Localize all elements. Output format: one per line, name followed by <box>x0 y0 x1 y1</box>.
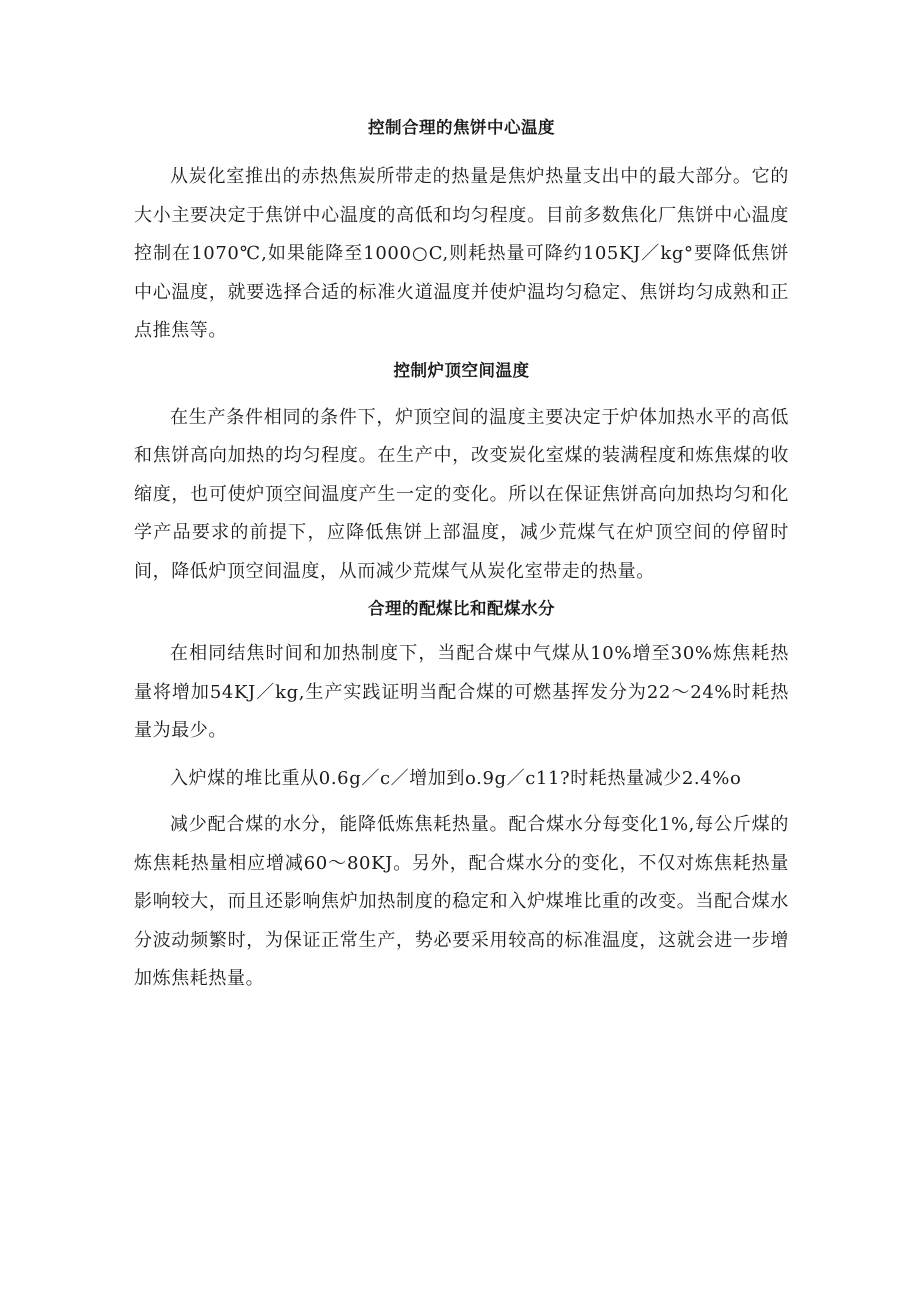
paragraph-bulk-density: 入炉煤的堆比重从0.6g／c／增加到o.9g／c11?时耗热量减少2.4%o <box>170 767 742 789</box>
paragraph-coal-blend-ratio: 在相同结焦时间和加热制度下，当配合煤中气煤从10%增至30%炼焦耗热量将增加54KJ／kg,生产实践证明当配合煤的可燃基挥发分为22～24%时耗热量为最少。 <box>134 643 789 741</box>
paragraph-furnace-top-temperature: 在生产条件相同的条件下，炉顶空间的温度主要决定于炉体加热水平的高低和焦饼高向加热的均匀程度。在生产中，改变炭化室煤的装满程度和炼焦煤的收缩度，也可使炉顶空间温度产生一定的变化。所以在保证焦饼高向加热均匀和化学产品要求的前提下，应降低焦饼上部温度，减少荒煤气在炉顶空间的停留时间，降低炉顶空间温度，从而减少荒煤气从炭化室带走的热量。 <box>134 406 789 582</box>
section-heading-coke-center-temperature: 控制合理的焦饼中心温度 <box>368 118 555 137</box>
paragraph-coal-moisture: 减少配合煤的水分，能降低炼焦耗热量。配合煤水分每变化1%,每公斤煤的炼焦耗热量相应增减60～80KJ。另外，配合煤水分的变化，不仅对炼焦耗热量影响较大，而且还影响焦炉加热制度的稳定和入炉煤堆比重的改变。当配合煤水分波动频繁时，为保证正常生产，势必要采用较高的标准温度，这就会进一步增加炼焦耗热量。 <box>134 814 789 989</box>
section-heading-coal-blend-and-moisture: 合理的配煤比和配煤水分 <box>368 599 555 618</box>
document-body <box>134 116 789 999</box>
paragraph-coke-center-temperature: 从炭化室推出的赤热焦炭所带走的热量是焦炉热量支出中的最大部分。它的大小主要决定于焦饼中心温度的高低和均匀程度。目前多数焦化厂焦饼中心温度控制在1070℃,如果能降至1000○C,则耗热量可降约105KJ／kg°要降低焦饼中心温度，就要选择合适的标准火道温度并使炉温均匀稳定、焦饼均匀成熟和正点推焦等。 <box>134 166 789 341</box>
section-heading-furnace-top-temperature: 控制炉顶空间温度 <box>393 360 530 380</box>
